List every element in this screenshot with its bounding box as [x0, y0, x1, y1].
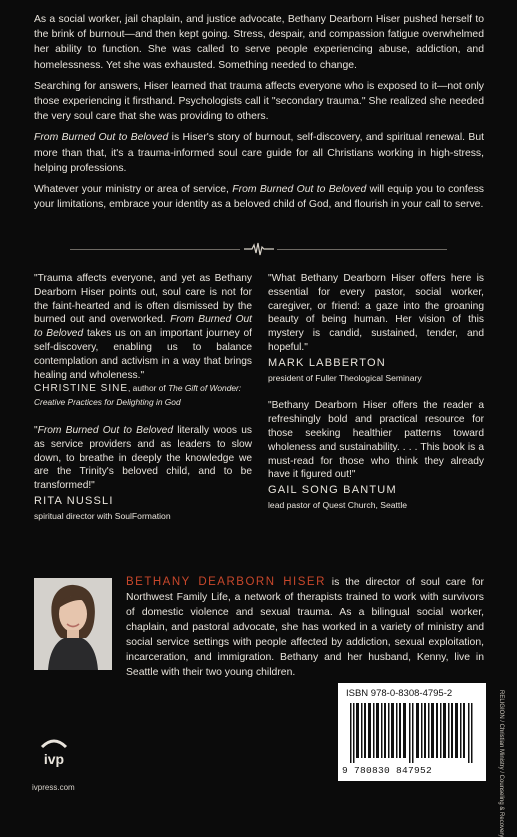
endorser-name: MARK LABBERTON [268, 356, 386, 369]
endorsement-sine [34, 272, 252, 410]
back-cover-description [34, 12, 484, 218]
book-title: From Burned Out to Beloved [34, 314, 252, 340]
endorser-role: spiritual director with SoulFormation [34, 510, 171, 521]
book-title: From Burned Out to Beloved [37, 424, 173, 436]
author-bio [126, 575, 484, 680]
description-paragraph-4 [34, 182, 484, 212]
description-paragraph-2: Searching for answers, Hiser learned that trauma affects everyone who is exposed to it—not only those experiencing it firsthand. Psychologists call it "secondary trauma." She realized she needed the very soul care that she was providing to others. [34, 80, 484, 123]
quote-text: "Trauma affects everyone, and yet as Bethany Dearborn Hiser points out, soul care is not for the faint-hearted and is often dismissed by the burned out and overworked. [34, 273, 252, 326]
isbn-label: ISBN 978-0-8308-4795-2 [346, 688, 453, 699]
endorsement-quote [34, 272, 252, 382]
svg-text:ivp: ivp [43, 751, 65, 767]
barcode-number: 9 780830 847952 [342, 765, 433, 776]
publisher-logo-icon [34, 733, 74, 773]
endorsement-bantum [268, 399, 484, 512]
description-text: Whatever your ministry or area of service, [34, 184, 233, 196]
endorsement-quote: "Bethany Dearborn Hiser offers the reader a refreshingly bold and practical resource for those seeking healthier patterns toward wholeness and sustainability. . . . This book is a must-read for those who think they already have it figured out!" [268, 400, 484, 481]
endorser-attribution [34, 382, 252, 410]
book-title: From Burned Out to Beloved [232, 184, 367, 196]
heartbeat-icon [244, 242, 274, 256]
endorser-name: GAIL SONG BANTUM [268, 484, 397, 497]
description-paragraph-1: As a social worker, jail chaplain, and justice advocate, Bethany Dearborn Hiser pushed herself to the brink of burnout—and then kept going. Stress, despair, and compassion fatigue overwhelmed her ability to function. She was called to serve people experiencing abuse, addiction, and homelessness. Yet she was exhausted. Something needed to change. [34, 14, 484, 71]
book-title: From Burned Out to Beloved [34, 132, 169, 144]
divider-line-right [277, 249, 447, 250]
endorsement-quote [34, 424, 252, 493]
description-text: will equip you to confess your limitations, embrace your identity as a beloved child of God, and flourish in your call to serve. [34, 184, 484, 211]
quote-text: " [34, 424, 38, 436]
quote-text: literally woos us as service providers and as leaders to slow down, to breathe in deeply the knowledge we are the Trinity's beloved child, and to be transformed!" [34, 424, 252, 492]
endorser-name: CHRISTINE SINE [34, 383, 129, 395]
author-portrait-icon [34, 578, 112, 670]
endorser-name: RITA NUSSLI [34, 494, 114, 507]
publisher-url: ivpress.com [32, 783, 75, 792]
author-bio-text: is the director of soul care for Northwest Family Life, a network of therapists trained to work with survivors of domestic violence and sexual trauma. As a bilingual social worker, chaplain, and pastoral advocate, she has worked in a variety of ministry and social service settings with people affected by addiction, sexual exploitation, incarceration, and immigration. Bethany and her husband, Kenny, live in Seattle with their two young children. [126, 577, 484, 678]
description-text: is Hiser's story of burnout, self-discovery, and spiritual renewal. But more than that, it's a trauma-informed soul care guide for all Christians working in high-stress, helping professions. [34, 132, 485, 174]
endorsements-right-column [268, 272, 484, 527]
endorsements-left-column [34, 272, 252, 538]
author-name: BETHANY DEARBORN HISER [126, 576, 326, 588]
book-category [492, 690, 506, 837]
endorser-role: president of Fuller Theological Seminary [268, 372, 422, 383]
endorser-role: , author of [128, 383, 169, 394]
endorser-book-title: The Gift of Wonder: Creative Practices for Delighting in God [34, 383, 242, 408]
isbn-barcode [338, 683, 486, 781]
category-label: RELIGION / Christian Ministry / Counseling & Recovery [498, 690, 504, 837]
ivp-logo [34, 733, 74, 773]
divider-line-left [70, 249, 240, 250]
author-photo [34, 578, 112, 670]
description-paragraph-3 [34, 130, 484, 176]
endorsement-labberton [268, 272, 484, 385]
heartbeat-divider [70, 242, 447, 256]
endorser-role: lead pastor of Quest Church, Seattle [268, 499, 408, 510]
barcode-icon [350, 703, 474, 763]
endorsement-quote: "What Bethany Dearborn Hiser offers here is essential for every pastor, social worker, caregiver, or friend: a gaze into the groaning beauty of being human. Her vision of this mystery is candid, sustained, tender, and hopeful." [268, 273, 484, 353]
endorsement-nussli [34, 424, 252, 524]
quote-text: takes us on an important journey of self-discovery, enabling us to balance contemplation and activism in a way that brings healing and wholeness." [34, 328, 252, 381]
